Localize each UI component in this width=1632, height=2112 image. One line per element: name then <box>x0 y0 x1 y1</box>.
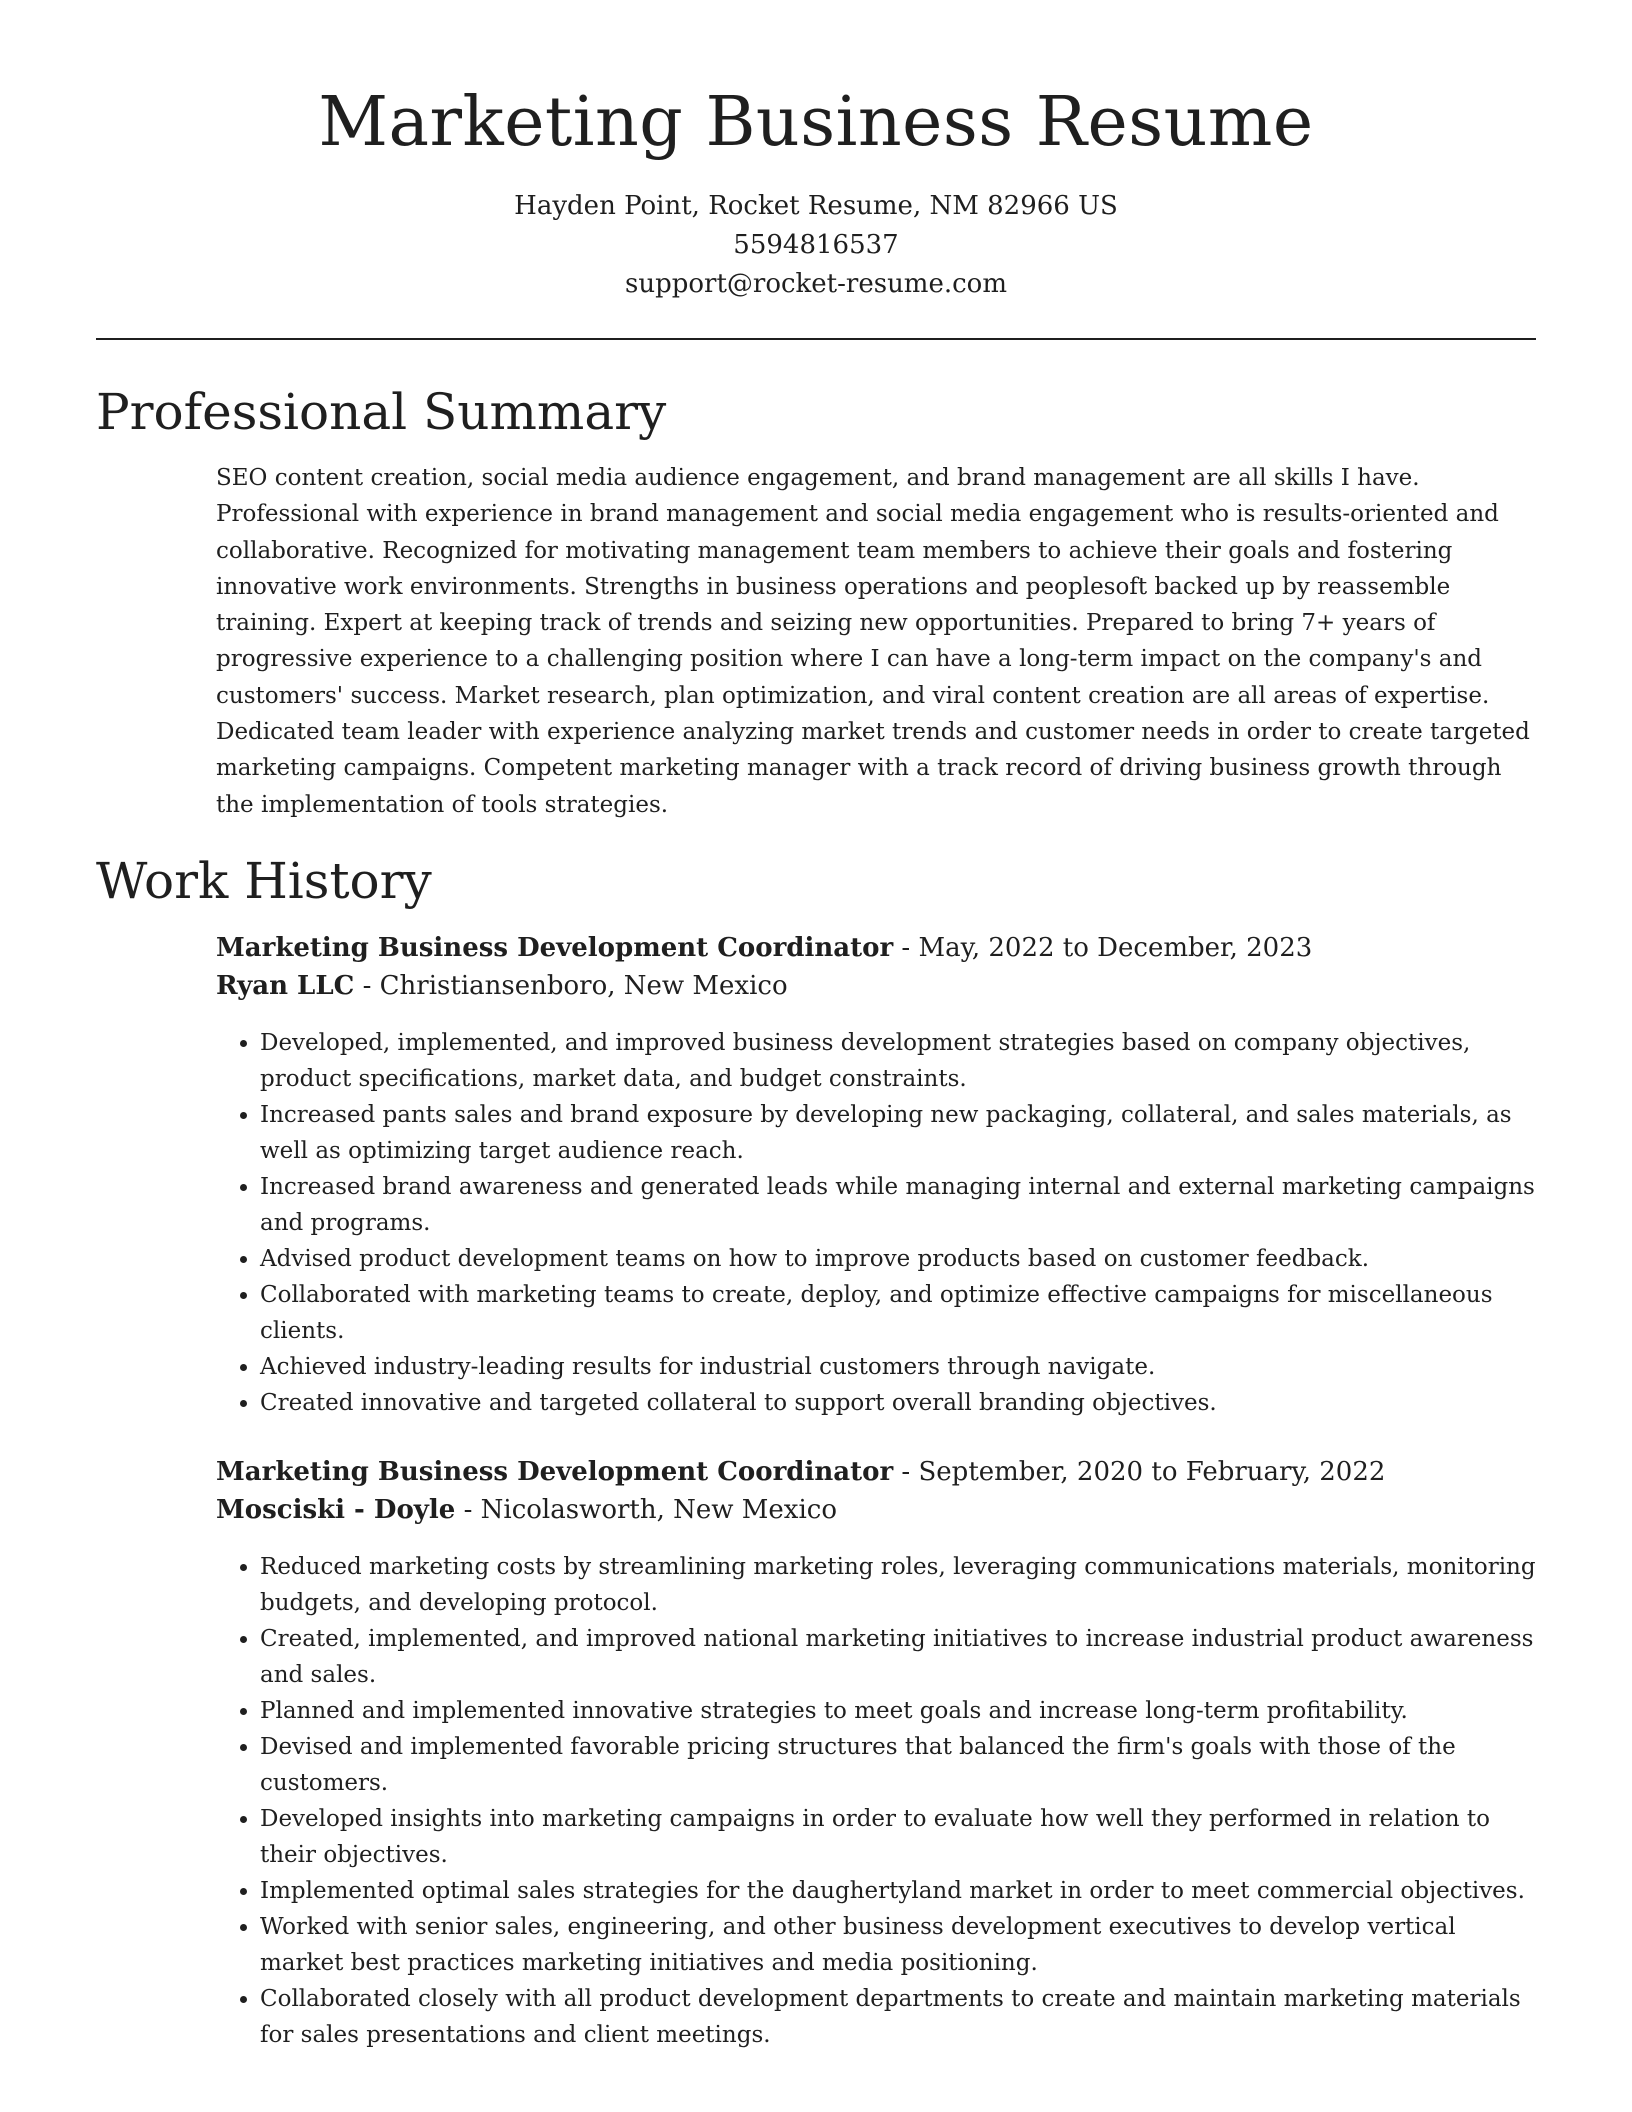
list-item: • Developed, implemented, and improved business development strategies based on company objectives, product specifications, market data, and budget constraints. <box>260 1025 1536 1097</box>
job-bullet-list <box>216 1549 1536 2053</box>
resume-title: Marketing Business Resume <box>318 83 1314 162</box>
job-entry <box>216 1453 1536 2053</box>
list-item: • Increased brand awareness and generated leads while managing internal and external marketing campaigns and programs. <box>260 1169 1536 1241</box>
contact-info <box>96 187 1536 304</box>
job-title: Marketing Business Development Coordinator <box>216 1456 894 1487</box>
list-item: • Devised and implemented favorable pricing structures that balanced the firm's goals with those of the customers. <box>260 1729 1536 1801</box>
professional-summary-section <box>96 382 1536 823</box>
list-item: • Planned and implemented innovative strategies to meet goals and increase long-term profitability. <box>260 1693 1536 1729</box>
job-heading <box>216 929 1536 967</box>
list-item: • Created innovative and targeted collateral to support overall branding objectives. <box>260 1385 1536 1421</box>
job-employer <box>216 967 1536 1005</box>
list-item: • Created, implemented, and improved national marketing initiatives to increase industrial product awareness and sales. <box>260 1621 1536 1693</box>
list-item: • Implemented optimal sales strategies for the daughertyland market in order to meet commercial objectives. <box>260 1873 1536 1909</box>
resume-header <box>96 80 1536 304</box>
work-history-section <box>96 851 1536 2053</box>
job-employer <box>216 1491 1536 1529</box>
job-location: - Nicolasworth, New Mexico <box>455 1494 837 1525</box>
job-dates: - September, 2020 to February, 2022 <box>893 1456 1386 1487</box>
summary-text: SEO content creation, social media audience engagement, and brand management are all skills I have. Professional with experience in brand management and social media engagement who is results-oriented and collaborative. Recognized for motivating management team members to achieve their goals and fostering innovative work environments. Strengths in business operations and peoplesoft backed up by reassemble training. Expert at keeping track of trends and seizing new opportunities. Prepared to bring 7+ years of progressive experience to a challenging position where I can have a long-term impact on the company's and customers' success. Market research, plan optimization, and viral content creation are all areas of expertise. Dedicated team leader with experience analyzing market trends and customer needs in order to create targeted marketing campaigns. Competent marketing manager with a track record of driving business growth through the implementation of tools strategies. <box>216 465 1530 818</box>
job-entry <box>216 929 1536 1421</box>
contact-phone: 5594816537 <box>733 230 899 260</box>
list-item: • Advised product development teams on how to improve products based on customer feedback. <box>260 1241 1536 1277</box>
job-heading <box>216 1453 1536 1491</box>
list-item: • Developed insights into marketing campaigns in order to evaluate how well they performed in relation to their objectives. <box>260 1801 1536 1873</box>
job-dates: - May, 2022 to December, 2023 <box>893 932 1313 963</box>
work-history-body <box>216 929 1536 2053</box>
job-company: Mosciski - Doyle <box>216 1494 456 1525</box>
job-title: Marketing Business Development Coordinator <box>216 932 894 963</box>
header-divider <box>96 338 1536 340</box>
summary-body <box>216 460 1536 823</box>
job-location: - Christiansenboro, New Mexico <box>354 970 788 1001</box>
list-item: • Collaborated with marketing teams to create, deploy, and optimize effective campaigns for miscellaneous clients. <box>260 1277 1536 1349</box>
list-item: • Worked with senior sales, engineering, and other business development executives to develop vertical market best practices marketing initiatives and media positioning. <box>260 1909 1536 1981</box>
list-item: • Collaborated closely with all product development departments to create and maintain marketing materials for sales presentations and client meetings. <box>260 1981 1536 2053</box>
job-company: Ryan LLC <box>216 970 355 1001</box>
contact-email: support@rocket-resume.com <box>624 269 1007 299</box>
list-item: • Achieved industry-leading results for industrial customers through navigate. <box>260 1349 1536 1385</box>
contact-address: Hayden Point, Rocket Resume, NM 82966 US <box>514 191 1118 221</box>
job-bullet-list <box>216 1025 1536 1421</box>
section-title-work-history: Work History <box>96 851 432 910</box>
list-item: • Reduced marketing costs by streamlining marketing roles, leveraging communications materials, monitoring budgets, and developing protocol. <box>260 1549 1536 1621</box>
list-item: • Increased pants sales and brand exposure by developing new packaging, collateral, and sales materials, as well as optimizing target audience reach. <box>260 1097 1536 1169</box>
section-title-summary: Professional Summary <box>96 383 667 441</box>
